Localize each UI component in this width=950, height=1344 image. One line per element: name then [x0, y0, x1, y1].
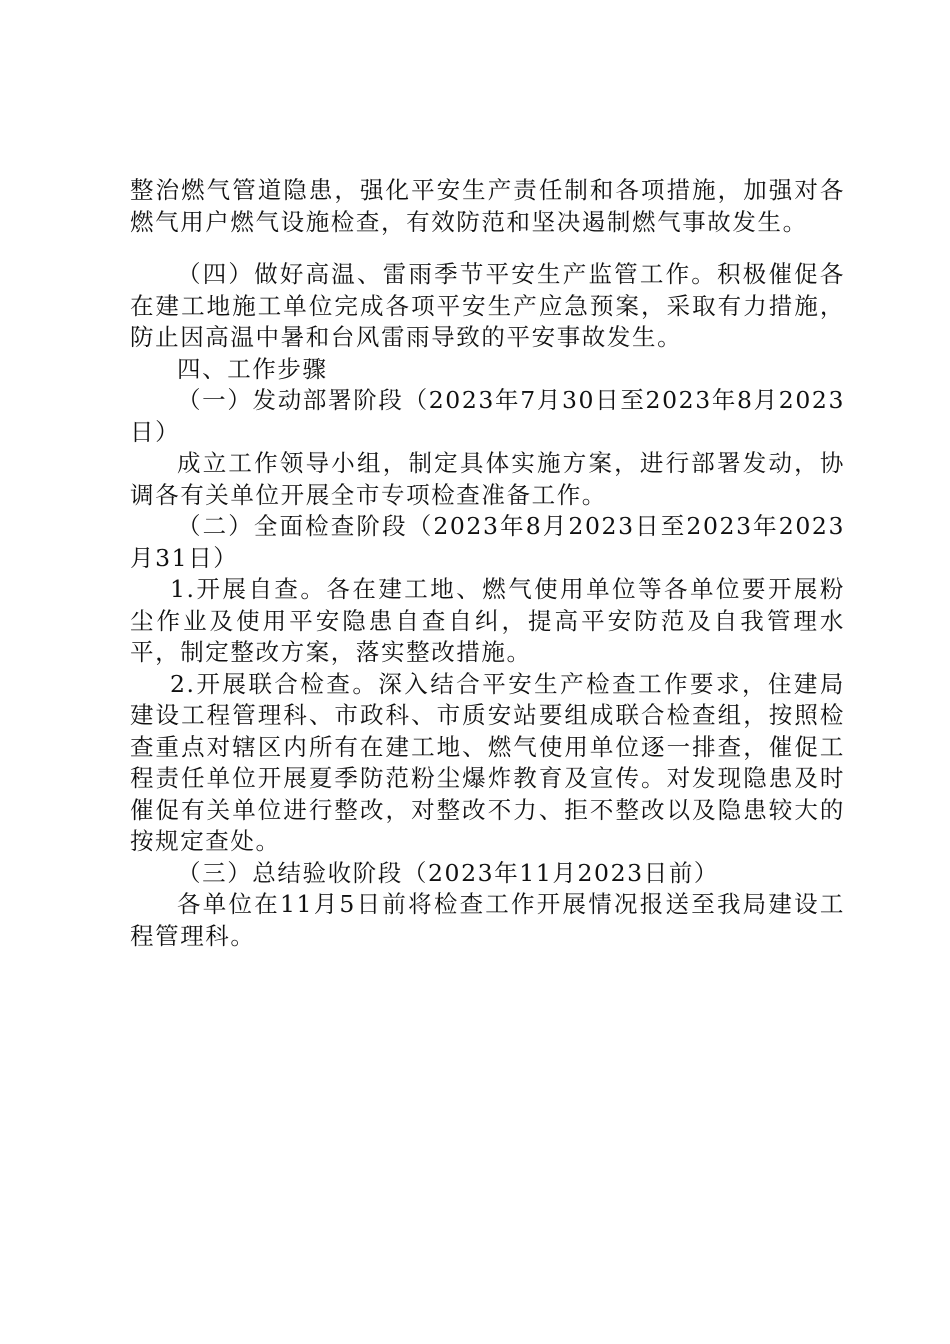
- heading-work-steps: 四、工作步骤: [177, 354, 328, 383]
- paragraph-self-inspection: 1.开展自查。各在建工地、燃气使用单位等各单位要开展粉尘作业及使用平安隐患自查自纠，提高平安防范及自我管理水平，制定整改方案，落实整改措施。: [130, 575, 845, 666]
- heading-stage-two: （二）全面检查阶段（2023年8月2023日至2023年2023月31日）: [130, 512, 845, 572]
- heading-stage-one: （一）发动部署阶段（2023年7月30日至2023年8月2023日）: [130, 386, 845, 446]
- paragraph-section-four: （四）做好高温、雷雨季节平安生产监管工作。积极催促各在建工地施工单位完成各项平安生产应急预案，采取有力措施，防止因高温中暑和台风雷雨导致的平安事故发生。: [130, 260, 845, 351]
- paragraph-joint-inspection: 2.开展联合检查。深入结合平安生产检查工作要求，住建局建设工程管理科、市政科、市质安站要组成联合检查组，按照检查重点对辖区内所有在建工地、燃气使用单位逐一排查，催促工程责任单位开展夏季防范粉尘爆炸教育及宣传。对发现隐患及时催促有关单位进行整改，对整改不力、拒不整改以及隐患较大的按规定查处。: [130, 669, 845, 855]
- paragraph-stage-three: 各单位在11月5日前将检查工作开展情况报送至我局建设工程管理科。: [130, 890, 845, 950]
- document-body: [130, 175, 845, 952]
- paragraph-gas-pipeline: 整治燃气管道隐患，强化平安生产责任制和各项措施，加强对各燃气用户燃气设施检查，有效防范和坚决遏制燃气事故发生。: [130, 176, 845, 236]
- heading-stage-three: （三）总结验收阶段（2023年11月2023日前）: [177, 858, 720, 887]
- paragraph-stage-one: 成立工作领导小组，制定具体实施方案，进行部署发动，协调各有关单位开展全市专项检查准备工作。: [130, 449, 845, 509]
